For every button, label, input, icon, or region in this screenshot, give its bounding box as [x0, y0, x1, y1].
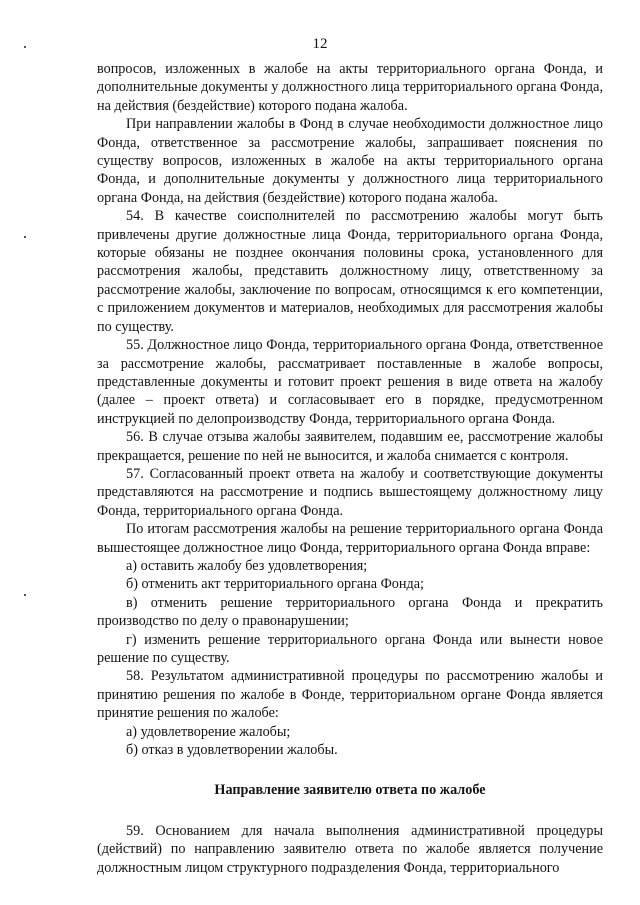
list-item-g: г) изменить решение территориального органа Фонда или вынести новое решение по существу.	[97, 631, 603, 666]
list-item-a: а) оставить жалобу без удовлетворения;	[126, 557, 368, 574]
paragraph-56: 56. В случае отзыва жалобы заявителем, подавшим ее, рассмотрение жалобы прекращается, решение по ней не выносится, и жалоба снимается с контроля.	[97, 429, 603, 464]
paragraph-continuation: вопросов, изложенных в жалобе на акты территориального органа Фонда, и дополнительные документы у должностного лица территориального органа Фонда, на действия (бездействие) которого подана жалоба.	[97, 61, 603, 114]
paragraph-58: 58. Результатом административной процедуры по рассмотрению жалобы и принятию решения по жалобе в Фонде, территориальном органе Фонда является принятие решения по жалобе:	[97, 668, 603, 722]
paragraph-54: 54. В качестве соисполнителей по рассмотрению жалобы могут быть привлечены другие должностные лица Фонда, территориального органа Фонда, которые обязаны не позднее окончания половины срока, установленного для рассмотрения жалобы, представить должностному лицу, ответственному за рассмотрение жалобы, заключение по вопросам, относящимся к его компетенции, с приложением документов и материалов, необходимых для рассмотрения жалобы по существу.	[97, 208, 603, 335]
list-item-58b: б) отказ в удовлетворении жалобы.	[126, 742, 338, 759]
paragraph-55: 55. Должностное лицо Фонда, территориального органа Фонда, ответственное за рассмотрение жалобы, рассматривает поставленные в жалобе вопросы, представленные документы и готовит проект решения в виде ответа на жалобу (далее – проект ответа) и согласовывает его в порядке, предусмотренном инструкцией по делопроизводству Фонда, территориального органа Фонда.	[97, 337, 603, 427]
list-item-b: б) отменить акт территориального органа Фонда;	[126, 576, 424, 593]
scan-speck	[24, 236, 26, 238]
paragraph-57: 57. Согласованный проект ответа на жалобу и соответствующие документы представляются на рассмотрение и подпись вышестоящему должностному лицу Фонда, территориального органа Фонда.	[97, 465, 603, 519]
list-item-v: в) отменить решение территориального органа Фонда и прекратить производство по делу о правонарушении;	[97, 594, 603, 630]
document-body	[97, 60, 603, 877]
paragraph-57-results: По итогам рассмотрения жалобы на решение территориального органа Фонда вышестоящее должностное лицо Фонда, территориального органа Фонда вправе:	[97, 521, 603, 556]
scan-speck	[24, 594, 26, 596]
list-item-58a: а) удовлетворение жалобы;	[126, 723, 291, 740]
page-number: 12	[312, 36, 328, 52]
paragraph-59: 59. Основанием для начала выполнения административной процедуры (действий) по направлению заявителю ответа по жалобе является получение должностным лицом структурного подразделения Фонда, территориального	[97, 822, 603, 876]
section-heading: Направление заявителю ответа по жалобе	[214, 782, 486, 799]
paragraph-fund-request: При направлении жалобы в Фонд в случае необходимости должностное лицо Фонда, ответственное за рассмотрение жалобы, запрашивает пояснения по существу вопросов, изложенных в жалобе на акты территориального органа Фонда, и дополнительные документы у должностного лица территориального органа Фонда, на действия (бездействие) которого подана жалоба.	[97, 116, 603, 206]
